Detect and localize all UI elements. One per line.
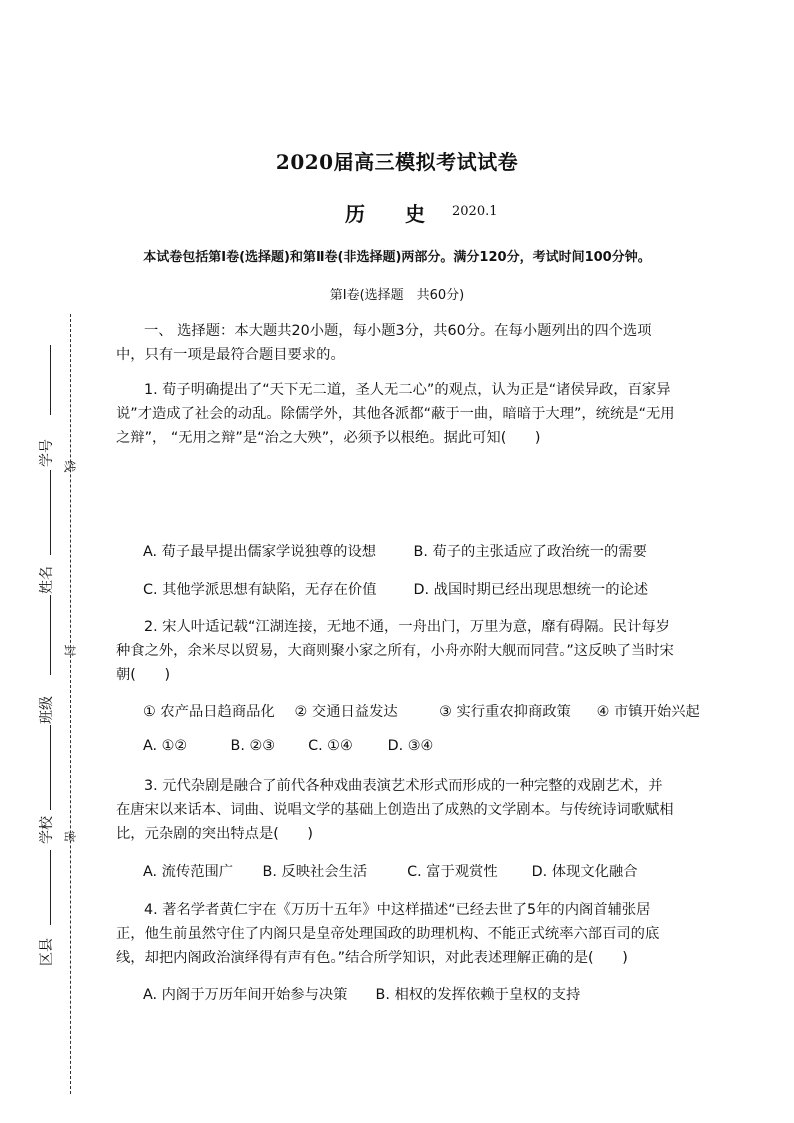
subject-title — [345, 198, 425, 227]
exam-date: 2020.1 — [452, 204, 498, 219]
question-1-options-row2 — [143, 579, 648, 599]
seal-marker-line: 线 — [62, 460, 77, 473]
option-2c: C. ①④ — [308, 738, 353, 754]
question-2-options — [143, 738, 433, 754]
exam-intro: 本试卷包括第Ⅰ卷(选择题)和第Ⅱ卷(非选择题)两部分。满分120分，考试时间100分钟。 — [143, 250, 651, 265]
field-label-xuehao: 学号 — [39, 439, 55, 467]
field-line-xingming — [50, 470, 51, 555]
question-1-stem: 1. 荀子明确提出了“天下无二道，圣人无二心”的观点，认为正是“诸侯异政，百家异说”才造成了社会的动乱。除儒学外，其他各派都“蔽于一曲，暗暗于大理”，统统是“无用之辩”， “无用之辩”是“治之大殃”，必须予以根绝。据此可知( ) — [116, 382, 675, 446]
question-1-options-row1 — [143, 541, 647, 561]
option-4a: A. 内阁于万历年间开始参与决策 — [143, 987, 348, 1003]
field-line-quxian — [50, 850, 51, 925]
question-4-options — [143, 984, 580, 1004]
option-3a: A. 流传范围广 — [143, 864, 234, 880]
question-3-stem: 3. 元代杂剧是融合了前代各种戏曲表演艺术形式而形成的一种完整的戏剧艺术，并在唐宋以来话本、词曲、说唱文学的基础上创造出了成熟的文学剧本。与传统诗词歌赋相比，元杂剧的突出特点是( ) — [116, 778, 674, 842]
option-1b: B. 荀子的主张适应了政治统一的需要 — [413, 544, 647, 560]
item-2-1: ① 农产品日趋商品化 — [143, 704, 275, 720]
option-3d: D. 体现文化融合 — [531, 864, 638, 880]
seal-marker-secret: 密 — [62, 830, 77, 843]
field-label-xingming: 姓名 — [39, 566, 55, 594]
field-label-quxian: 区县 — [39, 938, 55, 966]
seal-marker-seal: 封 — [62, 644, 77, 657]
field-line-xuexiao — [50, 725, 51, 810]
question-2-items — [143, 701, 700, 721]
option-2a: A. ①② — [143, 738, 188, 754]
field-label-xuexiao: 学校 — [39, 816, 55, 844]
option-3b: B. 反映社会生活 — [262, 864, 368, 880]
option-4b: B. 相权的发挥依赖于皇权的支持 — [375, 987, 581, 1003]
option-1c: C. 其他学派思想有缺陷，无存在价值 — [143, 582, 377, 598]
question-4-stem: 4. 著名学者黄仁宇在《万历十五年》中这样描述“已经去世了5年的内阁首辅张居正，他生前虽然守住了内阁只是皇帝处理国政的助理机构、不能正式统率六部百司的底线，却把内阁政治演绎得有声有色。”结合所学知识，对此表述理解正确的是( ) — [116, 902, 660, 966]
option-2b: B. ②③ — [230, 738, 276, 754]
subject-char-1: 历 — [345, 202, 365, 226]
question-2-stem: 2. 宋人叶适记载“江湖连接，无地不通，一舟出门，万里为意，靡有碍隔。民计每岁种食之外，余米尽以贸易，大商则聚小家之所有，小舟亦附大舰而同营。”这反映了当时宋朝( ) — [116, 619, 674, 683]
option-3c: C. 富于观赏性 — [407, 864, 498, 880]
item-2-4: ④ 市镇开始兴起 — [596, 704, 700, 720]
option-1a: A. 荀子最早提出儒家学说独尊的设想 — [143, 544, 377, 560]
question-3-options — [143, 861, 638, 881]
field-line-xuehao — [50, 345, 51, 415]
item-2-2: ② 交通日益发达 — [294, 704, 398, 720]
exam-title: 2020届高三模拟考试试卷 — [275, 150, 519, 174]
item-2-3: ③ 实行重农抑商政策 — [439, 704, 571, 720]
binding-dashed-line — [70, 314, 71, 1094]
option-1d: D. 战国时期已经出现思想统一的论述 — [413, 582, 649, 598]
field-label-banji: 班级 — [39, 696, 55, 724]
section-heading: 一、 选择题：本大题共20小题，每小题3分，共60分。在每小题列出的四个选项中，只有一项是最符合题目要求的。 — [116, 323, 652, 363]
part-heading: 第Ⅰ卷(选择题 共60分) — [329, 288, 465, 303]
subject-char-2: 史 — [405, 202, 425, 226]
option-2d: D. ③④ — [387, 738, 434, 754]
field-line-banji — [50, 595, 51, 675]
